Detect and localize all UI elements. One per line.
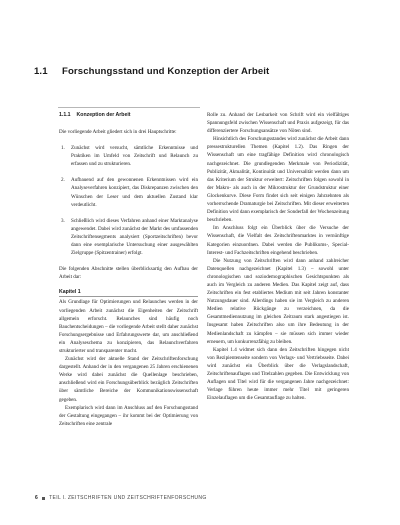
- list-item: [61, 144, 198, 168]
- section-title: Forschungsstand und Konzeption der Arbeit: [62, 66, 270, 77]
- right-column: [207, 111, 349, 402]
- section-heading: [34, 66, 374, 77]
- steps-list: [59, 144, 198, 257]
- subsection-rule: [58, 107, 200, 108]
- subsection-heading: [59, 112, 198, 118]
- body-paragraph: Hinsichtlich des Forschungsstandes wird zunächst die Arbeit dann pressestrukturellen Themen (Kapitel 1.2). Das Ringen der Wissenschaft um eine tragfähige Definition wird chronologisch nachgezeichnet. Die grundlegenden Merkmale von Periodizität, Publizität, Aktualität, Kontinuität und Universalität werden dann um das Kriterium der Struktur erweitert: Zeitschriften folgen sowohl in der Makro- als auch in der Mikrostruktur der Grundstruktur einer Glockenkurve. Diese Form findet sich seit einigen Jahrzehnten als vorherrschende Dramaturgie bei Zeitschriften. Mit dieser erweiterten Definition wird dann exemplarisch der Sonderfall der Wochenzeitung beschrieben.: [207, 136, 349, 224]
- page-footer: [35, 495, 365, 501]
- list-item-text: Aufbauend auf den gewonnenen Erkenntnissen wird ein Analyseverfahren konzipiert, das Diskrepanzen zwischen den Wünschen der Leser und dem aktuellen Zustand klar verdeutlicht.: [71, 177, 198, 208]
- body-paragraph: Rolle zu. Anhand der Lesbarkeit von Schrift wird ein vielfältiges Spannungsfeld zwischen Wissenschaft und Praxis aufgezeigt, für das differenziertere Forschungsansätze von Nöten sind.: [207, 112, 349, 135]
- kapitel-rule: [59, 296, 198, 297]
- page-number: 6: [35, 495, 39, 501]
- intro-paragraph: Die vorliegende Arbeit gliedert sich in drei Hauptschritte:: [59, 129, 177, 135]
- list-item-number: 2.: [61, 177, 65, 184]
- footer-square-icon: [42, 497, 45, 500]
- body-paragraph: Zunächst wird der aktuelle Stand der Zeitschriftenforschung dargestellt. Anhand der in den vergangenen 25 Jahren erschienenen Werke wird dabei zunächst die Quellenlage beschrieben, anschließend wird ein Forschungsüberblick bezüglich Zeitschriften über sämtliche Bereiche der Kommunikationswissenschaft gegeben.: [59, 356, 198, 403]
- list-item-number: 1.: [61, 145, 65, 152]
- section-number: 1.1: [34, 66, 48, 77]
- left-column: [59, 112, 198, 428]
- subsection-title: Konzeption der Arbeit: [76, 112, 131, 118]
- list-item: [61, 176, 198, 208]
- list-item: [61, 217, 198, 257]
- transition-paragraph: Die folgenden Abschnitte stellen überblicksartig den Aufbau der Arbeit dar:: [59, 266, 198, 281]
- list-item-text: Schließlich wird dieses Verfahren anhand einer Marktanalyse angewendet. Dabei wird zunächst der Markt des umfassenden Zeitschriftensegments analysiert (Sportzeitschriften) bevor dann eine exemplarische Untersuchung einer ausgewählten Zielgruppe (Spitzentrainer) erfolgt.: [71, 217, 198, 257]
- list-item-text: Zunächst wird versucht, sämtliche Erkenntnisse und Praktiken im Umfeld von Zeitschrift und Relaunch zu erfassen und zu strukturieren.: [71, 145, 198, 168]
- body-paragraph: Die Nutzung von Zeitschriften wird dann anhand zahlreicher Datenquellen nachgezeichnet (Kapitel 1.3) – sowohl unter chronologischen und soziodemographischen Gesichtspunkten als auch im Vergleich zu anderen Medien. Das Kapitel zeigt auf, dass Zeitschriften ein fest etabliertes Medium mit seit Jahren konstanter Nutzungsdauer sind. Allerdings haben sie im Vergleich zu anderen Medien relative Rückgänge zu verzeichnen, da die Gesamtmediennutzung im gleichen Zeitraum stark angestiegen ist. Insgesamt haben Zeitschriften also um ihre Bedeutung in der Medienlandschaft zu kämpfen – sie müssen sich immer wieder erneuern, um konkurrenzfähig zu bleiben.: [207, 257, 349, 345]
- body-paragraph: Kapitel 1.4 widmet sich dann den Zeitschriften hingegen nicht von Rezipientenseite sondern von Verlags- und Vertriebsseite. Dabei wird zunächst ein Überblick über die Verlagslandschaft, Zeitschriftenauflagen und Titelzahlen gegeben. Die Entwicklung von Auflagen und Titel wird für die vergangenen Jahre nachgezeichnet: Verlage führen heute immer mehr Titel mit geringeren Einzelauflagen um die Gesamtauflage zu halten.: [207, 346, 349, 402]
- kapitel-heading: Kapitel 1: [59, 289, 81, 296]
- body-paragraph: Im Anschluss folgt ein Überblick über die Versuche der Wissenschaft, die Vielfalt des Zeitschriftenmarktes in vernünftige Kategorien einzuordnen. Dabei werden die Publikums-, Special-Interest- und Fachzeitschriften eingehend beschrieben.: [207, 225, 349, 256]
- body-paragraph: Exemplarisch wird dann im Anschluss auf den Forschungsstand der Gestaltung eingegangen – ihr kommt bei der Optimierung von Zeitschriften eine zentrale: [59, 404, 198, 427]
- page-margin-top: [0, 0, 400, 46]
- list-item-number: 3.: [61, 217, 65, 224]
- running-head: TEIL I. ZEITSCHRIFTEN UND ZEITSCHRIFTENFORSCHUNG: [49, 495, 207, 501]
- subsection-number: 1.1.1: [59, 112, 71, 118]
- body-paragraph: Als Grundlage für Optimierungen und Relaunches werden in der vorliegenden Arbeit zunächst die Eigenheiten der Zeitschrift allgemein erforscht. Relaunches sind häufig noch Bauchentscheidungen – die vorliegende Arbeit stellt daher zunächst Forschungsergebnisse und Erfahrungswerte dar, um anschließend ein Analyseschema zu konzipieren, das Relaunchverfahren strukturierter und transparenter macht.: [59, 299, 198, 354]
